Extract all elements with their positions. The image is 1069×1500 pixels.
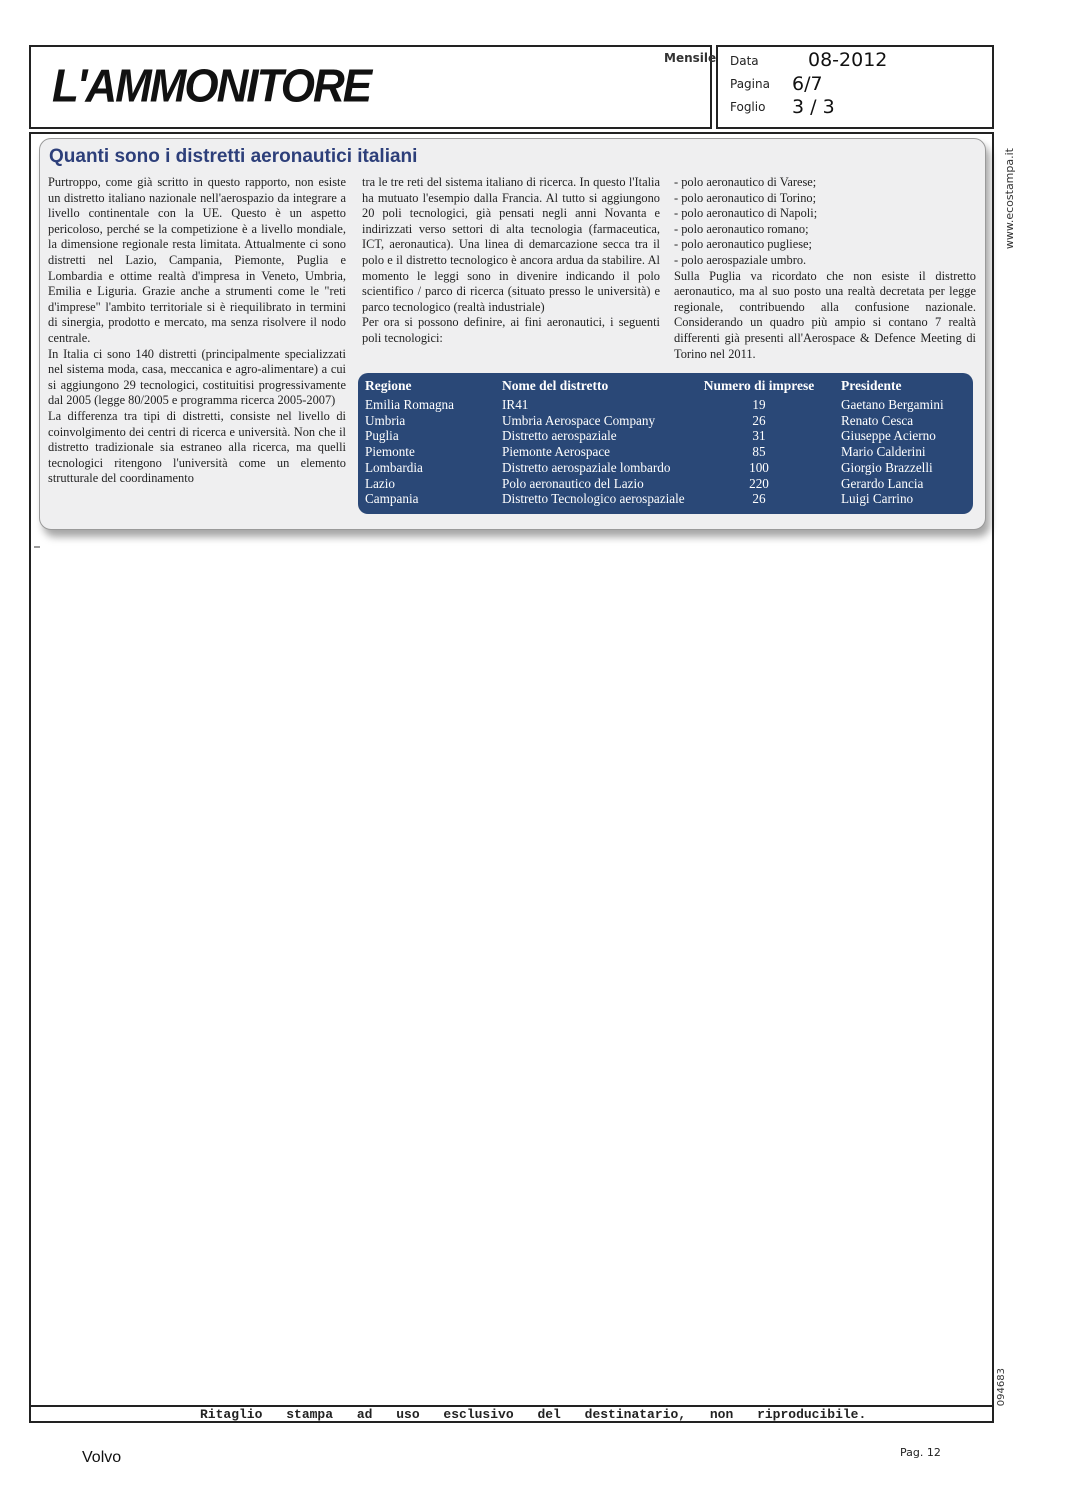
table-row — [365, 460, 969, 476]
cell-imprese: 220 — [749, 475, 769, 491]
meta-label-data: Data — [730, 54, 759, 68]
cell-presidente: Giuseppe Acierno — [841, 428, 936, 444]
cell-regione: Puglia — [365, 428, 399, 444]
side-url: www.ecostampa.it — [1003, 148, 1016, 250]
publication-logo: L'AMMONITORE — [52, 60, 371, 113]
cell-imprese: 31 — [752, 428, 766, 444]
table-row — [365, 397, 969, 413]
header-regione: Regione — [365, 378, 412, 393]
article-column-2 — [362, 175, 660, 347]
article-column-3 — [674, 175, 976, 362]
scan-mark — [34, 546, 40, 548]
cell-distretto: Distretto aerospaziale lombardo — [502, 459, 671, 475]
header-presidente: Presidente — [841, 378, 902, 393]
list-item: - polo aeronautico di Varese; — [674, 175, 817, 189]
cell-regione: Umbria — [365, 412, 406, 428]
cell-regione: Campania — [365, 491, 419, 507]
table-row — [365, 413, 969, 429]
list-item: - polo aeronautico pugliese; — [674, 237, 812, 252]
cell-presidente: Gerardo Lancia — [841, 475, 924, 491]
paragraph: Purtroppo, come già scritto in questo rapporto, non esiste un distretto italiano nazionale nell'aerospazio da integrare a livello continentale con la UE. Questo è un aspetto pericoloso, perché se la competizione è a livello mondiale, la dimensione regionale resta limitata. Attualmente ci sono distretti nel Lazio, Campania, Piemonte, Puglia e Lombardia e ottime realtà d'impresa in Veneto, Umbria, Emilia e Liguria. Grazie anche a strumenti come le "reti d'imprese" l'ambito territoriale si è riequilibrato in termini di sinergia, prodotto e mercato, ma senza risolvere il nodo centrale. — [48, 175, 346, 345]
article-column-1 — [48, 175, 346, 487]
side-code: 094683 — [996, 1368, 1007, 1407]
cell-regione: Lombardia — [365, 459, 423, 475]
cell-distretto: Umbria Aerospace Company — [502, 412, 656, 428]
cell-presidente: Giorgio Brazzelli — [841, 459, 933, 475]
cell-distretto: Polo aeronautico del Lazio — [502, 475, 644, 491]
meta-label-pagina: Pagina — [730, 77, 770, 91]
table-header-row — [365, 377, 969, 397]
table-row — [365, 491, 969, 507]
cell-presidente: Renato Cesca — [841, 412, 914, 428]
header-nome-distretto: Nome del distretto — [502, 378, 609, 393]
paragraph: tra le tre reti del sistema italiano di ricerca. In questo l'Italia ha mutuato l'esempio dalla Francia. Al tutto si aggiungono 20 poli tecnologici, già pensati negli anni Novanta e indirizzati verso settori di alta tecnologia (farmaceutica, ICT, aeronautica). Una linea di demarcazione secca tra il polo e il distretto tecnologico è ancora ardua da stabilire. Al momento le leggi sono in divenire indicando il polo scientifico / parco di ricerca (situato presso le università) e parco tecnologico (realtà industriale) — [362, 175, 660, 314]
paragraph: Sulla Puglia va ricordato che non esiste il distretto aeronautico, ma al suo posto una realtà decretata per legge regionale, contribuendo alla confusione nazionale. Considerando un quadro più ampio si contano 7 realtà differenti già presenti all'Aerospace & Defence Meeting di Torino nel 2011. — [674, 268, 976, 361]
districts-table — [365, 377, 969, 507]
cell-imprese: 26 — [752, 412, 766, 428]
cell-imprese: 26 — [752, 491, 766, 507]
table-row — [365, 476, 969, 492]
cell-imprese: 19 — [752, 397, 766, 412]
cell-presidente: Gaetano Bergamini — [841, 397, 944, 412]
cell-presidente: Luigi Carrino — [841, 491, 914, 507]
periodicity-label: Mensile — [664, 51, 717, 65]
header-numero-imprese: Numero di imprese — [703, 378, 815, 393]
cell-imprese: 100 — [749, 459, 769, 475]
table-row — [365, 444, 969, 460]
meta-value-pagina: 6/7 — [792, 73, 823, 95]
cell-regione: Piemonte — [365, 444, 415, 460]
cell-distretto: Piemonte Aerospace — [502, 444, 611, 460]
meta-value-foglio: 3 / 3 — [792, 96, 835, 118]
meta-value-data: 08-2012 — [808, 49, 888, 71]
page-number: Pag. 12 — [900, 1446, 941, 1459]
cell-distretto: IR41 — [502, 397, 529, 412]
list-item: - polo aeronautico di Torino; — [674, 190, 817, 205]
client-name: Volvo — [82, 1449, 122, 1466]
list-item: - polo aeronautico romano; — [674, 221, 809, 236]
article-title: Quanti sono i distretti aeronautici italiani — [49, 146, 418, 167]
clipping-disclaimer: Ritaglio stampa ad uso esclusivo del destinatario, non riproducibile. — [200, 1407, 867, 1422]
list-item: - polo aerospaziale umbro. — [674, 252, 807, 267]
cell-presidente: Mario Calderini — [841, 444, 926, 460]
cell-distretto: Distretto aerospaziale — [502, 428, 617, 444]
table-row — [365, 428, 969, 444]
cell-regione: Lazio — [365, 475, 396, 491]
cell-regione: Emilia Romagna — [365, 397, 454, 412]
paragraph: La differenza tra tipi di distretti, consiste nel livello di coinvolgimento dei centri di ricerca e università. Non che il distretto tradizionale sia estraneo alla ricerca, ma quelli tecnologici ritengono l'università come un elemento strutturale del coordinamento — [48, 408, 346, 486]
paragraph: In Italia ci sono 140 distretti (principalmente specializzati nel sistema moda, casa, meccanica e agro-alimentare) a cui si aggiungono 29 tecnologici, costituitisi progressivamente dal 2005 (legge 80/2005 e programma ricerca 2005-2007) — [48, 346, 346, 408]
cell-distretto: Distretto Tecnologico aerospaziale — [502, 491, 685, 507]
paragraph: Per ora si possono definire, ai fini aeronautici, i seguenti poli tecnologici: — [362, 315, 660, 345]
meta-label-foglio: Foglio — [730, 100, 766, 114]
list-item: - polo aeronautico di Napoli; — [674, 206, 818, 221]
cell-imprese: 85 — [752, 444, 766, 460]
